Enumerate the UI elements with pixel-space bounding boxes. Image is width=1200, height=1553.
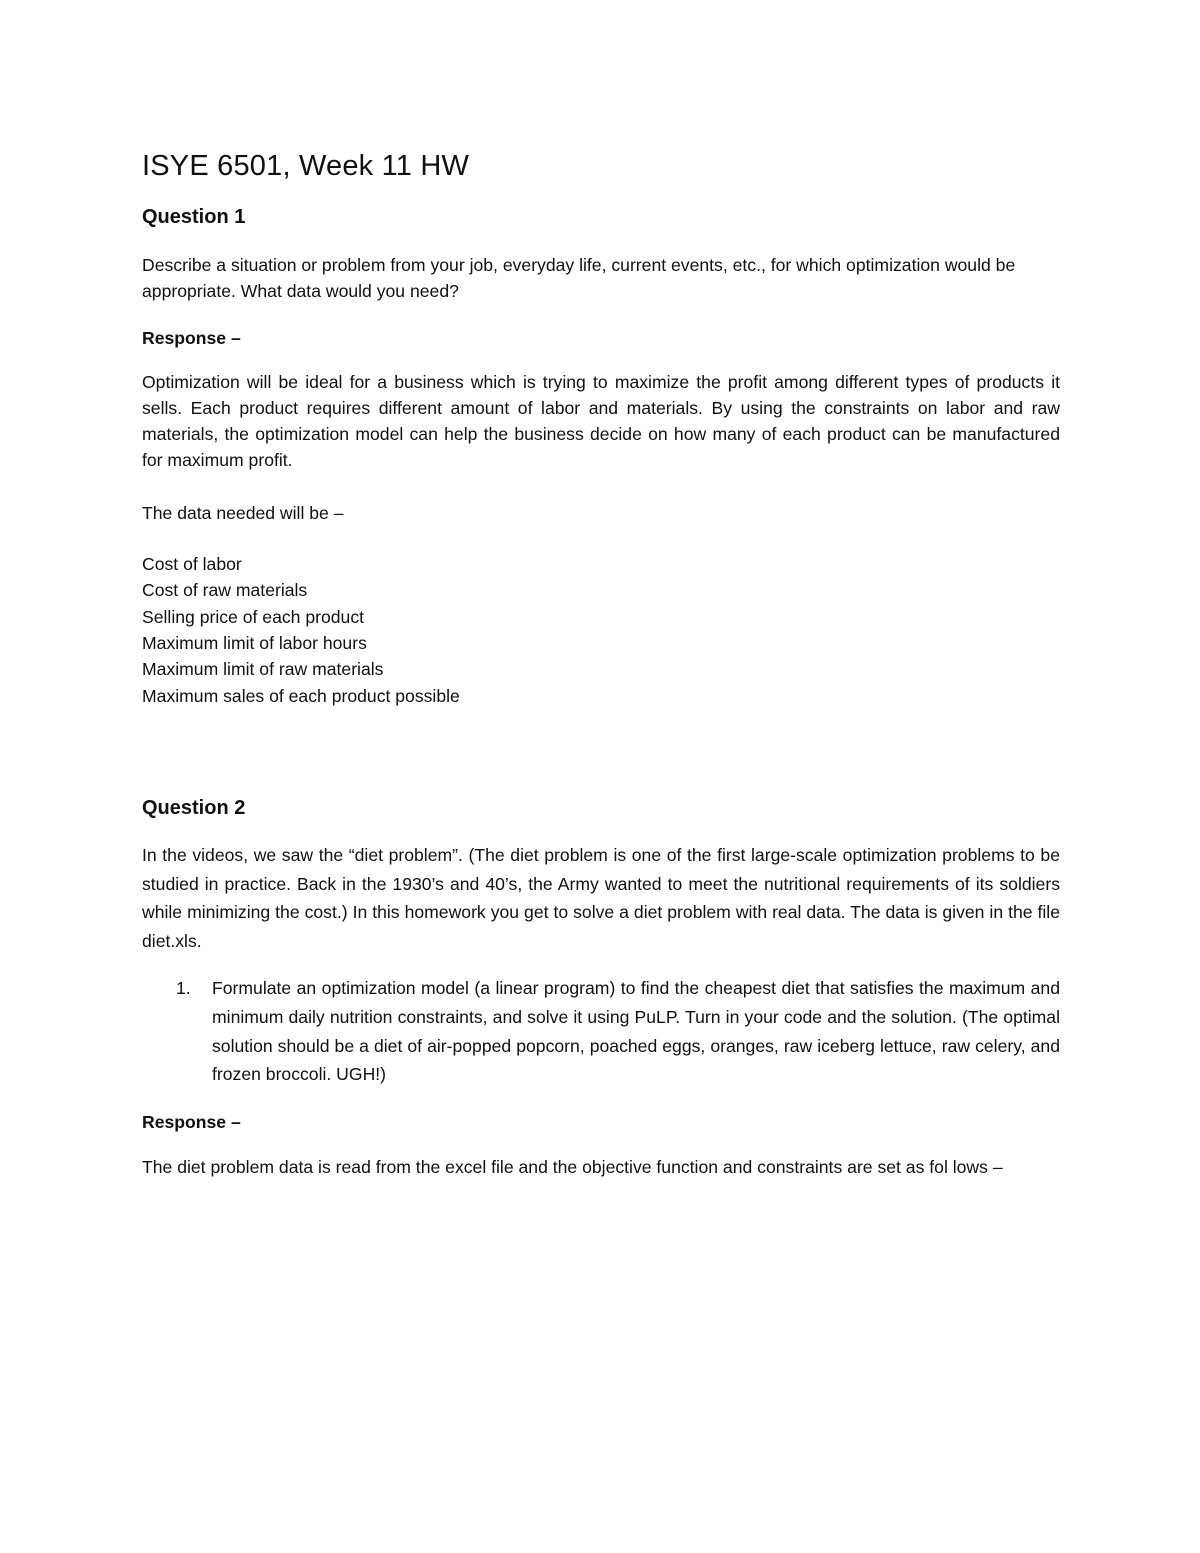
question-1-response-label: Response – (142, 327, 241, 348)
question-2-prompt: In the videos, we saw the “diet problem”. (The diet problem is one of the first large-scale optimization problems to be studied in practice. Back in the 1930’s and 40’s, the Army wanted to meet the nutritional requirements of its soldiers while minimizing the cost.) In this homework you get to solve a diet problem with real data. The data is given in the file diet.xls. (142, 844, 1060, 952)
question-2-section (142, 793, 1060, 1181)
document-title: ISYE 6501, Week 11 HW (142, 150, 470, 182)
list-item-number: 1. (176, 978, 191, 999)
list-item: Maximum sales of each product possible (142, 685, 460, 706)
question-1-response-text: Optimization will be ideal for a business which is trying to maximize the profit among different types of products it sells. Each product requires different amount of labor and materials. By using the constraints on labor and raw materials, the optimization model can help the business decide on how many of each product can be manufactured for maximum profit. (142, 371, 1060, 471)
question-1-data-intro: The data needed will be – (142, 502, 344, 523)
question-2-response-text: The diet problem data is read from the excel file and the objective function and constraints are set as fol lows – (142, 1157, 1003, 1178)
list-item: Maximum limit of raw materials (142, 659, 384, 680)
question-2-task-list (142, 974, 1060, 1089)
list-item-text: Formulate an optimization model (a linear program) to find the cheapest diet that satisfies the maximum and minimum daily nutrition constraints, and solve it using PuLP. Turn in your code and the solution. (The optimal solution should be a diet of air-popped popcorn, poached eggs, oranges, raw iceberg lettuce, raw celery, and frozen broccoli. UGH!) (212, 978, 1060, 1085)
question-2-response-label: Response – (142, 1112, 241, 1133)
list-item: Cost of labor (142, 554, 242, 575)
question-1-section (142, 202, 1060, 709)
list-item: Cost of raw materials (142, 580, 308, 601)
question-2-heading: Question 2 (142, 796, 246, 819)
list-item: Selling price of each product (142, 606, 365, 627)
list-item: Maximum limit of labor hours (142, 632, 367, 653)
list-item (142, 974, 1060, 1089)
question-1-prompt: Describe a situation or problem from your job, everyday life, current events, etc., for which optimization would be appropriate. What data would you need? (142, 255, 1016, 302)
document-content (142, 138, 1060, 1181)
question-1-data-list (142, 551, 1060, 709)
question-1-heading: Question 1 (142, 206, 246, 228)
